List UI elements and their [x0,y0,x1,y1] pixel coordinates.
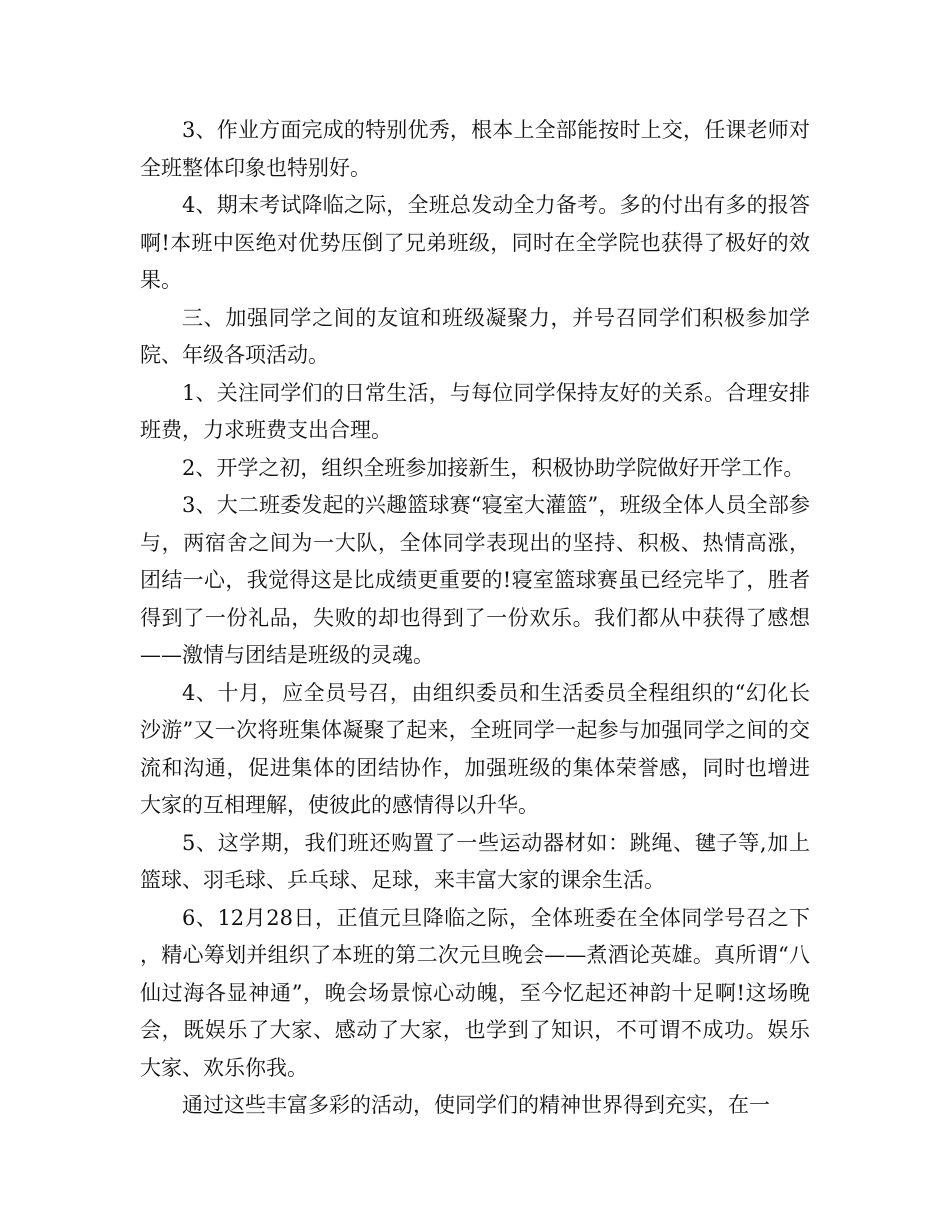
paragraph-final-exam: 4、期末考试降临之际，全班总发动全力备考。多的付出有多的报答啊!本班中医绝对优势压倒了兄弟班级，同时在全学院也获得了极好的效果。 [140,193,810,292]
paragraph-homework: 3、作业方面完成的特别优秀，根本上全部能按时上交，任课老师对全班整体印象也特别好。 [140,118,810,180]
paragraph-conclusion: 通过这些丰富多彩的活动，使同学们的精神世界得到充实，在一 [182,1093,770,1117]
paragraph-sports-equipment: 5、这学期，我们班还购置了一些运动器材如：跳绳、毽子等,加上篮球、羽毛球、乒乓球、足球，来丰富大家的课余生活。 [140,830,810,892]
paragraph-welcome-freshmen: 2、开学之初，组织全班参加接新生，积极协助学院做好开学工作。 [182,455,805,480]
paragraph-daily-life: 1、关注同学们的日常生活，与每位同学保持友好的关系。合理安排班费，力求班费支出合理。 [140,380,810,442]
paragraph-basketball: 3、大二班委发起的兴趣篮球赛“寝室大灌篮”，班级全体人员全部参与，两宿舍之间为一大队，全体同学表现出的坚持、积极、热情高涨，团结一心，我觉得这是比成绩更重要的!寝室篮球赛虽已经完毕了，胜者得到了一份礼品，失败的却也得到了一份欢乐。我们都从中获得了感想——激情与团结是班级的灵魂。 [140,493,810,667]
paragraph-changsha-trip: 4、十月，应全员号召，由组织委员和生活委员全程组织的“幻化长沙游”又一次将班集体凝聚了起来，全班同学一起参与加强同学之间的交流和沟通，促进集体的团结协作，加强班级的集体荣誉感，同时也增进大家的互相理解，使彼此的感情得以升华。 [140,680,810,817]
section-heading-friendship: 三、加强同学之间的友谊和班级凝聚力，并号召同学们积极参加学院、年级各项活动。 [140,305,810,367]
paragraph-new-year-party: 6、12月28日，正值元旦降临之际，全体班委在全体同学号召之下，精心筹划并组织了本班的第二次元旦晚会——煮酒论英雄。真所谓“八仙过海各显神通”，晚会场景惊心动魄，至今忆起还神韵十足啊!这场晚会，既娱乐了大家、感动了大家，也学到了知识，不可谓不成功。娱乐大家、欢乐你我。 [140,905,810,1080]
document-body [140,112,810,1125]
